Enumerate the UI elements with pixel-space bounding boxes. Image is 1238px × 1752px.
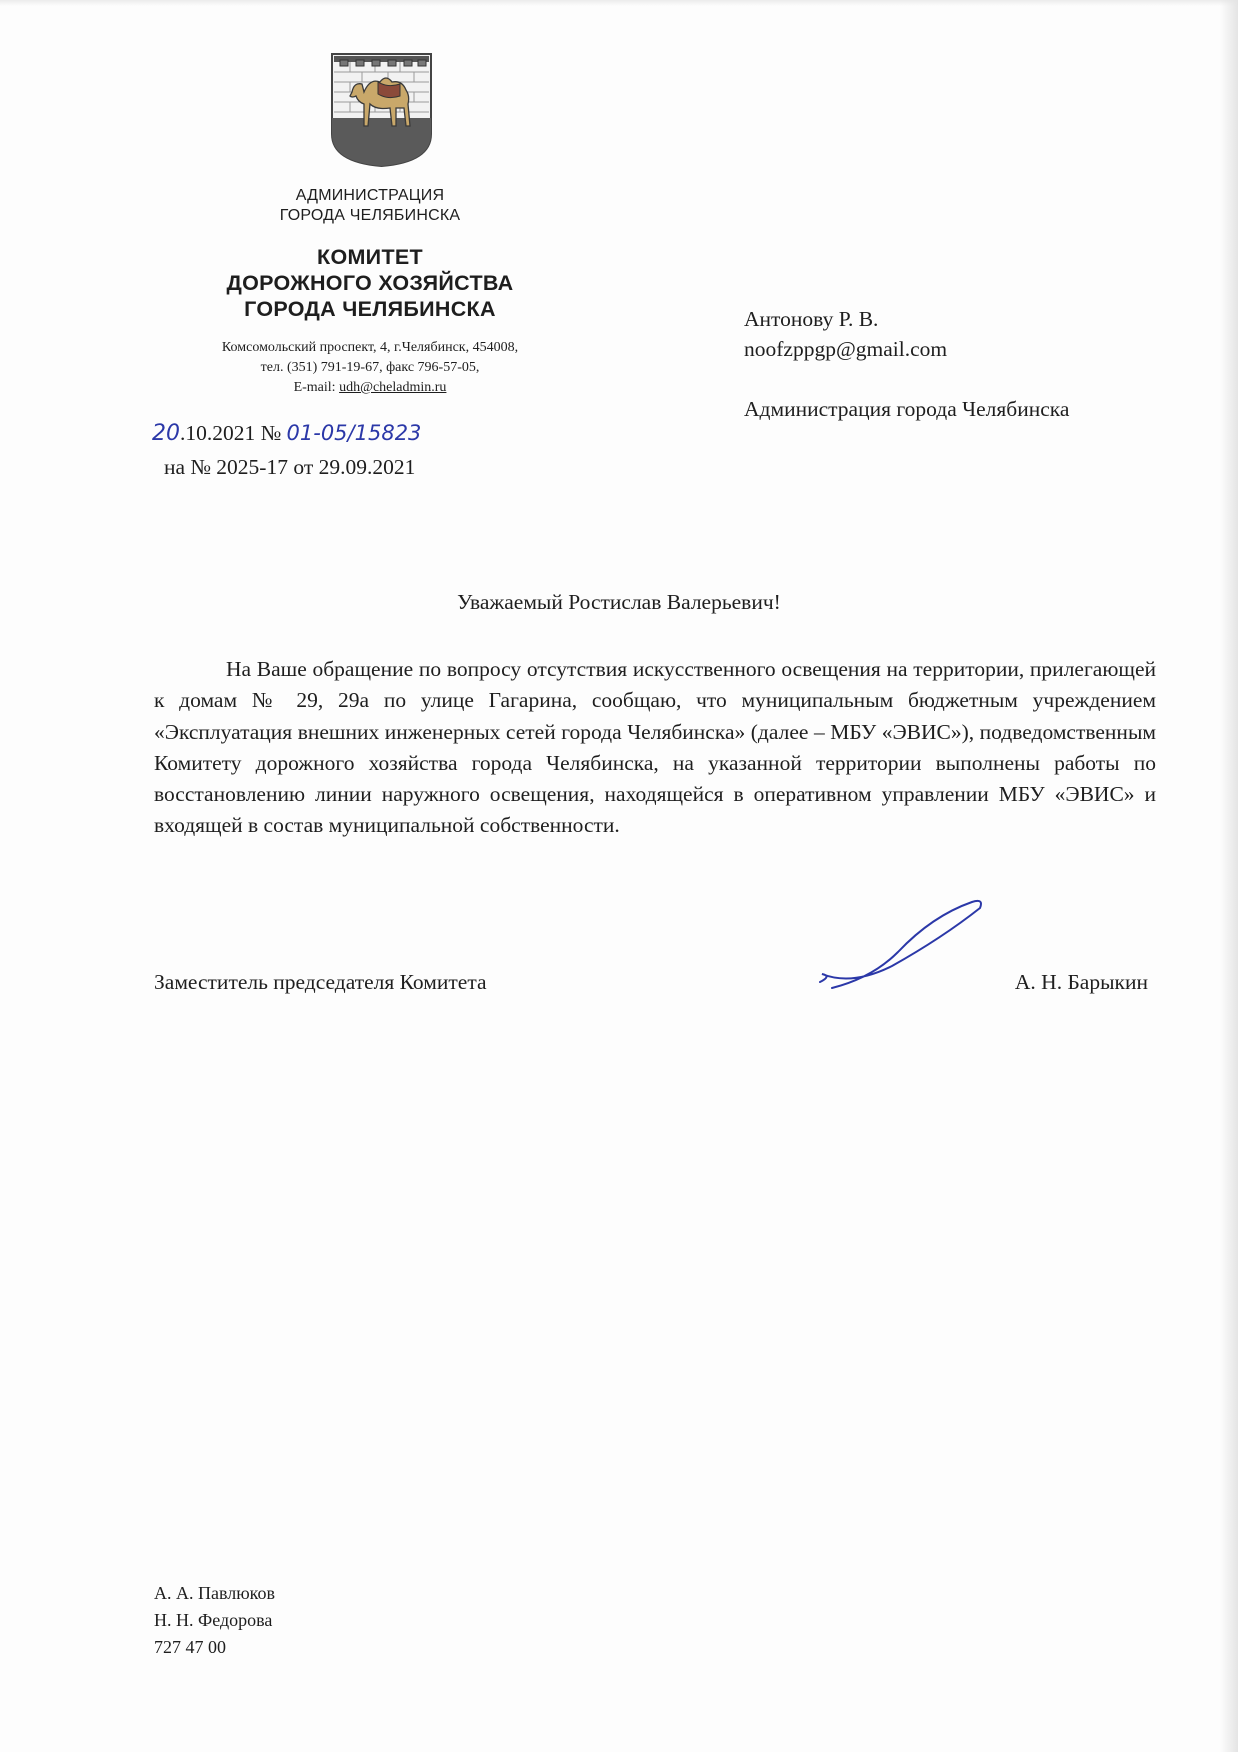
committee-line-1: КОМИТЕТ (317, 245, 423, 269)
committee-email-link[interactable]: udh@cheladmin.ru (339, 380, 447, 395)
recipient-name: Антонову Р. В. (744, 307, 879, 331)
committee-line-2: ДОРОЖНОГО ХОЗЯЙСТВА (226, 271, 514, 295)
page-edge-shadow (1220, 0, 1238, 1752)
signatory-name: А. Н. Барыкин (1014, 970, 1148, 994)
recipient-email[interactable]: noofzppgp@gmail.com (744, 337, 948, 361)
reference-date: .10.2021 № (180, 421, 287, 445)
executor-phone: 727 47 00 (154, 1637, 226, 1657)
committee-address (160, 338, 580, 398)
handwritten-date-day: 20 (152, 421, 180, 446)
recipient-spacer (744, 364, 1069, 394)
reply-to-reference: на № 2025-17 от 29.09.2021 (164, 455, 416, 479)
address-line-1: Комсомольский проспект, 4, г.Челябинск, 454008, (221, 340, 519, 355)
page-top-shadow (0, 0, 1238, 6)
executor-contacts (154, 1580, 275, 1661)
address-line-2: тел. (351) 791-19-67, факс 796-57-05, (260, 360, 480, 375)
administration-heading (160, 186, 580, 226)
executor-1: А. А. Павлюков (154, 1583, 276, 1603)
administration-line-2: ГОРОДА ЧЕЛЯБИНСКА (279, 207, 461, 224)
executor-2: Н. Н. Федорова (154, 1610, 273, 1630)
administration-line-1: АДМИНИСТРАЦИЯ (295, 187, 445, 204)
recipient-organization: Администрация города Челябинска (744, 397, 1070, 421)
chelyabinsk-coat-of-arms-icon (330, 52, 433, 168)
email-line (160, 378, 580, 398)
email-prefix: E-mail: (293, 380, 340, 395)
committee-line-3: ГОРОДА ЧЕЛЯБИНСКА (244, 297, 496, 321)
signatory-title: Заместитель председателя Комитета (154, 970, 487, 994)
outgoing-reference (152, 420, 421, 447)
committee-heading (160, 244, 580, 322)
recipient-block (744, 304, 1069, 424)
letter-body: На Ваше обращение по вопросу отсутствия искусственного освещения на территории, прилегающей к домам № 29, 29а по улице Гагарина, сообщаю, что муниципальным бюджетным учреждением «Эксплуатация внешних инженерных сетей города Челябинска» (далее – МБУ «ЭВИС»), подведомственным Комитету дорожного хозяйства города Челябинска, на указанной территории выполнены работы по восстановлению линии наружного освещения, находящейся в оперативном управлении МБУ «ЭВИС» и входящей в состав муниципальной собственности. (154, 657, 1156, 838)
handwritten-reference-number: 01-05/15823 (286, 421, 422, 445)
handwritten-signature (812, 890, 992, 1000)
greeting: Уважаемый Ростислав Валерьевич! (457, 590, 781, 614)
